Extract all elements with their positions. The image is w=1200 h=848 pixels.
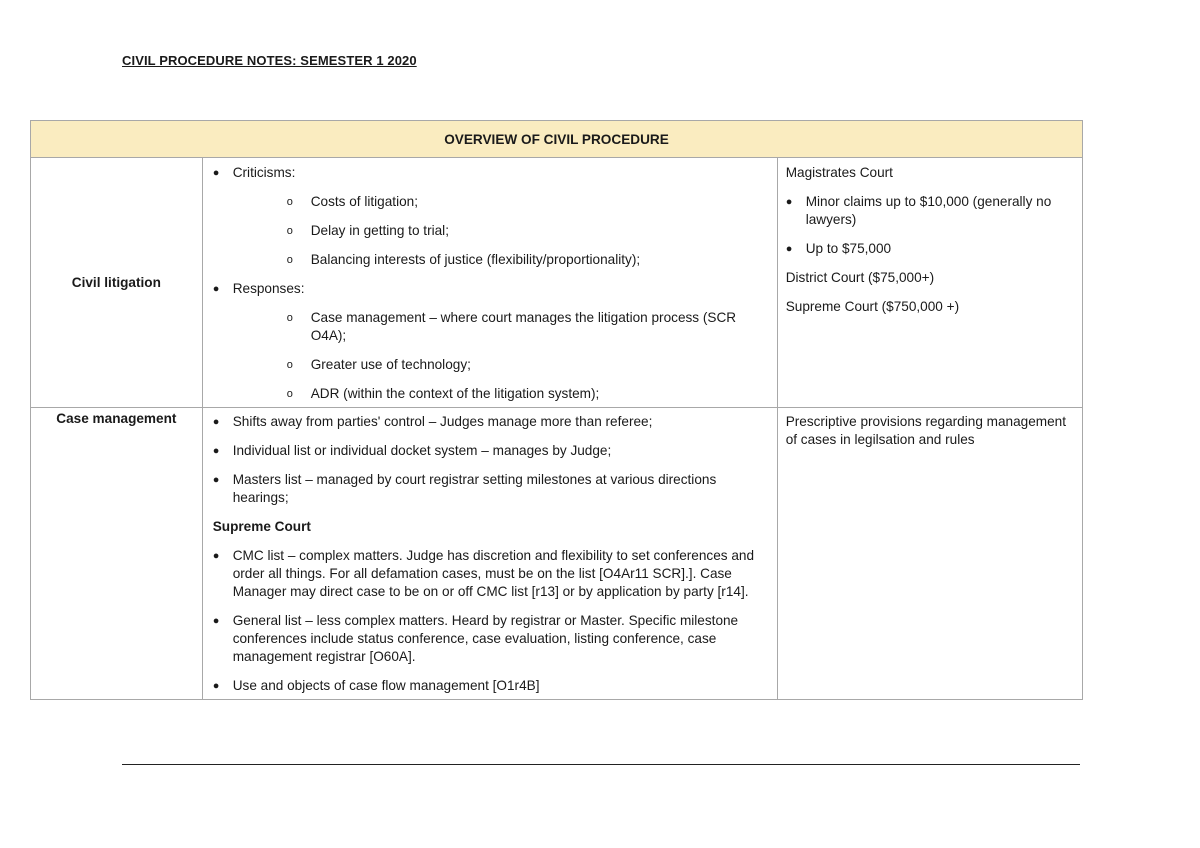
district-court: District Court ($75,000+) xyxy=(785,270,935,285)
prescriptive-note: Prescriptive provisions regarding management of cases in legilsation and rules xyxy=(785,414,1067,447)
list-item xyxy=(287,251,769,269)
document-title: CIVIL PROCEDURE NOTES: SEMESTER 1 2020 xyxy=(122,53,417,68)
supreme-item: General list – less complex matters. Heard by registrar or Master. Specific milestone conferences include status conference, case evaluation, listing conference, case management registrar [O60A]. xyxy=(232,613,739,664)
bullet-icon: ● xyxy=(212,550,220,562)
list-item xyxy=(213,471,769,507)
list-item xyxy=(213,547,769,601)
bullet-icon: ● xyxy=(212,474,220,486)
magistrates-item: Up to $75,000 xyxy=(805,241,892,256)
bullet-icon: ● xyxy=(212,615,220,627)
case-item: Masters list – managed by court registrar setting milestones at various directions hearings; xyxy=(232,472,717,505)
supreme-court-heading: Supreme Court xyxy=(212,519,311,534)
sub-bullet-icon: o xyxy=(286,312,293,324)
criticism-text: Costs of litigation; xyxy=(310,194,418,209)
footer-divider xyxy=(122,764,1080,765)
sub-bullet-icon: o xyxy=(286,225,293,237)
bullet-icon: ● xyxy=(212,680,220,692)
supreme-item: Use and objects of case flow management [O1r4B] xyxy=(232,678,540,693)
row-label-civil-litigation: Civil litigation xyxy=(31,158,203,408)
bullet-icon: ● xyxy=(212,167,220,179)
criticisms-bullet xyxy=(213,164,769,182)
overview-table xyxy=(30,120,1083,700)
bullet-icon: ● xyxy=(212,416,220,428)
case-item: Individual list or individual docket system – manages by Judge; xyxy=(232,443,612,458)
responses-bullet xyxy=(213,280,769,298)
case-management-content xyxy=(202,408,777,700)
criticisms-label: Criticisms: xyxy=(232,165,296,180)
sub-bullet-icon: o xyxy=(286,388,293,400)
table-row-civil-litigation xyxy=(31,158,1083,408)
magistrates-item: Minor claims up to $10,000 (generally no lawyers) xyxy=(805,194,1052,227)
list-item xyxy=(213,413,769,431)
sub-bullet-icon: o xyxy=(286,254,293,266)
responses-label: Responses: xyxy=(232,281,305,296)
list-item xyxy=(213,612,769,666)
list-item xyxy=(287,222,769,240)
list-item xyxy=(287,309,769,345)
list-item xyxy=(786,240,1074,258)
criticism-text: Balancing interests of justice (flexibility/proportionality); xyxy=(310,252,641,267)
table-header: OVERVIEW OF CIVIL PROCEDURE xyxy=(31,121,1083,158)
sub-bullet-icon: o xyxy=(286,196,293,208)
bullet-icon: ● xyxy=(212,283,220,295)
civil-litigation-content xyxy=(202,158,777,408)
list-item xyxy=(213,442,769,460)
list-item xyxy=(287,385,769,403)
criticism-text: Delay in getting to trial; xyxy=(310,223,449,238)
table-row-case-management xyxy=(31,408,1083,700)
magistrates-heading: Magistrates Court xyxy=(785,165,893,180)
list-item xyxy=(213,677,769,695)
courts-content xyxy=(777,158,1082,408)
case-item: Shifts away from parties' control – Judges manage more than referee; xyxy=(232,414,653,429)
list-item xyxy=(786,193,1074,229)
sub-bullet-icon: o xyxy=(286,359,293,371)
response-text: Greater use of technology; xyxy=(310,357,471,372)
bullet-icon: ● xyxy=(785,243,793,255)
supreme-court: Supreme Court ($750,000 +) xyxy=(785,299,960,314)
bullet-icon: ● xyxy=(212,445,220,457)
response-text: Case management – where court manages the litigation process (SCR O4A); xyxy=(310,310,737,343)
supreme-item: CMC list – complex matters. Judge has discretion and flexibility to set conferences and order all things. For all defamation cases, must be on the list [O4Ar11 SCR].]. Case Manager may direct case to be on or off CMC list [r13] or by application by party [r14]. xyxy=(232,548,755,599)
bullet-icon: ● xyxy=(785,196,793,208)
row-label-case-management: Case management xyxy=(31,408,203,700)
response-text: ADR (within the context of the litigation system); xyxy=(310,386,600,401)
list-item xyxy=(287,193,769,211)
list-item xyxy=(287,356,769,374)
case-management-note xyxy=(777,408,1082,700)
